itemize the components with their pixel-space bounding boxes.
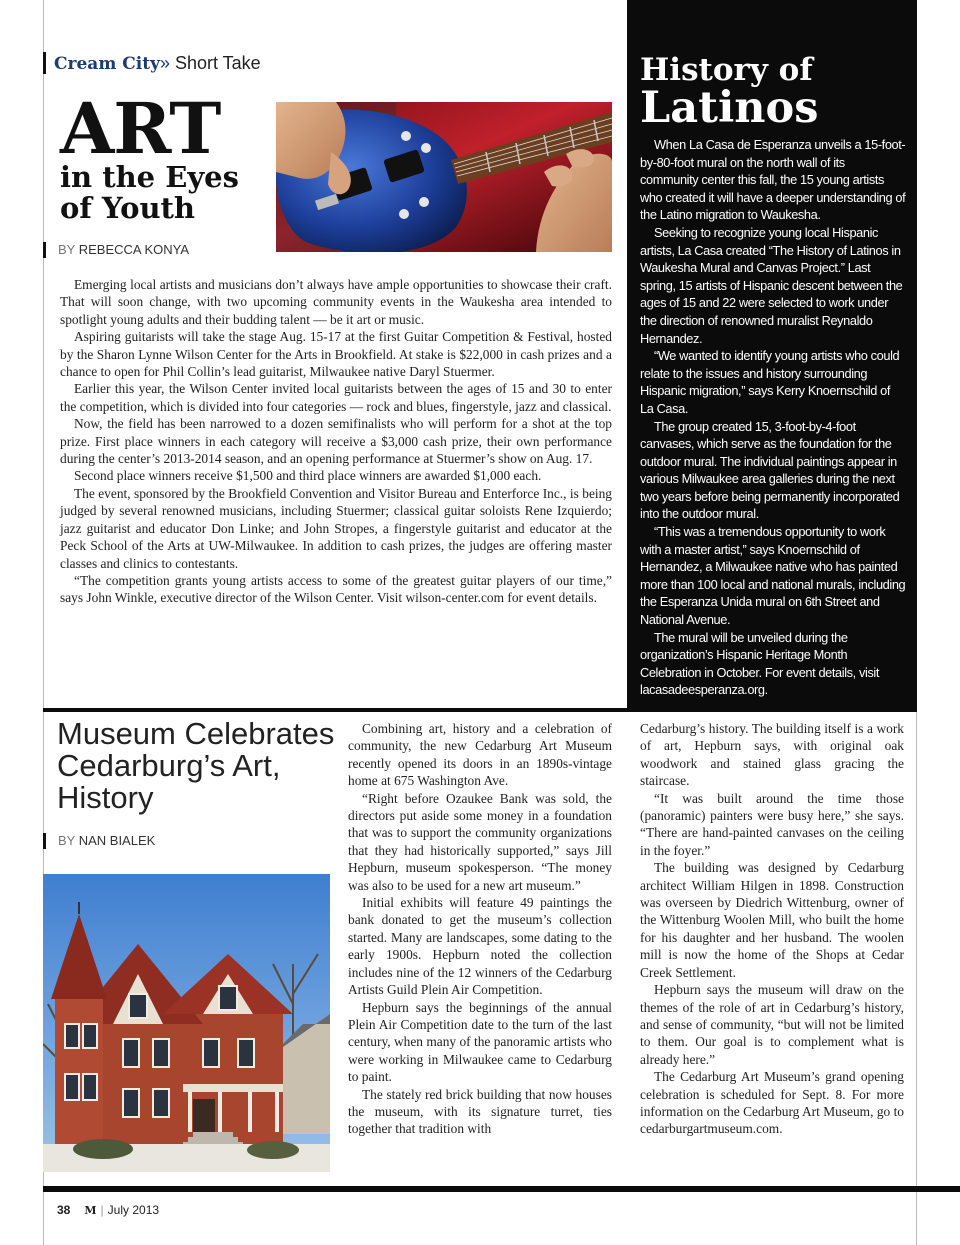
paragraph: Second place winners receive $1,500 and third place winners are awarded $1,000 each. — [74, 468, 542, 484]
article-subtitle: in the Eyes of Youth — [60, 160, 239, 225]
paragraph: Initial exhibits will feature 49 paintings the bank donated to get the museum’s collection started. Many are landscapes, some dating to the early 1900s. Hepburn noted the collection includes nine of the 12 winners of the Cedarburg Artists Guild Plein Air Competition. — [348, 895, 612, 998]
byline-prefix: BY — [58, 242, 79, 257]
section-brand: Cream City — [54, 54, 160, 74]
byline-prefix: BY — [58, 833, 79, 848]
paragraph-continued: Cedarburg’s history. The building itself is a work of art, Hepburn says, with original oak woodwork and stained glass gracing the staircase. — [640, 721, 904, 789]
paragraph: The event, sponsored by the Brookfield Convention and Visitor Bureau and Enterforce Inc., is being judged by several renowned musicians, including Stuermer; classical guitar soloists Rene Izquierdo; jazz guitarist and educator Don Linke; and John Stropes, a fingerstyle guitarist and educator at the Peck School of the Arts at UW-Milwaukee. In addition to cash prizes, the judges are offering master classes and clinics to contestants. — [60, 485, 612, 571]
sidebar-title-line2: Latinos — [640, 83, 819, 133]
paragraph: Hepburn says the beginnings of the annual Plein Air Competition date to the turn of the last century, when many of the panoramic artists who were working in Milwaukee came to Cedarburg to paint. — [348, 999, 612, 1085]
paragraph: The building was designed by Cedarburg architect William Hilgen in 1898. Construction was overseen by Diedrich Wittenburg, owner of the Wittenburg Woolen Mill, who built the home for his daughter and her husband. The woolen mill is now the home of the Shops at Cedar Creek Settlement. — [640, 860, 904, 980]
section-kicker — [43, 52, 261, 74]
paragraph: “Right before Ozaukee Bank was sold, the directors put aside some money in a foundation that was to support the community organizations that they had historically supported,” says Jill Hepburn, museum spokesperson. “The money was also to be used for a new art museum.” — [348, 790, 612, 893]
paragraph: Seeking to recognize young local Hispanic artists, La Casa created “The History of Latinos in Waukesha Mural and Canvas Project.” Last spring, 15 artists of Hispanic descent between the ages of 15 and 22 were selected to work under the direction of renowned muralist Reynaldo Hernandez. — [640, 224, 903, 346]
paragraph: “We wanted to identify young artists who could relate to the issues and history surrounding Hispanic migration,” says Kerry Knoernschild of La Casa. — [640, 348, 900, 416]
byline-author: NAN BIALEK — [78, 833, 156, 848]
footer-rule — [43, 1186, 960, 1192]
house-photo — [43, 874, 330, 1172]
sidebar-title-line1: History of — [640, 52, 813, 88]
kicker-separator: » — [159, 53, 170, 73]
section-divider — [43, 708, 917, 712]
paragraph: Now, the field has been narrowed to a dozen semifinalists who will perform for a shot at the top prize. First place winners in each category will receive a $3,000 cash prize, their own performance during the center’s 2013-2014 season, and an opening performance at Stuermer’s show on Aug. 17. — [60, 416, 612, 467]
sidebar-bottom-rule — [627, 706, 917, 708]
museum-house-illustration — [43, 874, 330, 1172]
section-name: Short Take — [169, 53, 261, 73]
museum-byline — [43, 833, 155, 849]
paragraph: “This was a tremendous opportunity to work with a master artist,” says Knoernschild of Hernandez, a Milwaukee native who has painted more than 100 local and national murals, including the Esperanza Unida mural on 6th Street and National Avenue. — [640, 524, 906, 628]
paragraph: Emerging local artists and musicians don’t always have ample opportunities to showcase their craft. That will soon change, with two upcoming community events in the Waukesha area intended to spotlight young adults and their budding talent — be it art or music. — [60, 277, 612, 327]
paragraph: Aspiring guitarists will take the stage Aug. 15-17 at the first Guitar Competition & Festival, hosted by the Sharon Lynne Wilson Center for the Arts in Brookfield. At stake is $22,000 in cash prizes and a chance to open for Phil Collin’s lead guitarist, Milwaukee native Daryl Stuermer. — [60, 329, 612, 380]
issue-date: July 2013 — [107, 1203, 160, 1217]
museum-column-3 — [640, 720, 904, 1138]
paragraph: Combining art, history and a celebration of community, the new Cedarburg Art Museum recently opened its doors in an 1890s-vintage home at 675 Washington Ave. — [348, 721, 612, 789]
paragraph: The group created 15, 3-foot-by-4-foot canvases, which serve as the foundation for the outdoor mural. The individual paintings appear in various Milwaukee area galleries during the next two years before being permanently incorporated into the outdoor mural. — [640, 418, 900, 522]
article-title: ART — [60, 87, 221, 170]
byline-author: REBECCA KONYA — [78, 242, 190, 257]
paragraph: The mural will be unveiled during the organization’s Hispanic Heritage Month Celebration in October. For event details, visit lacasadeesperanza.org. — [640, 629, 879, 698]
paragraph: The Cedarburg Art Museum’s grand opening celebration is scheduled for Sept. 8. For more information on the Cedarburg Art Museum, go to cedarburgartmuseum.com. — [640, 1069, 904, 1137]
paragraph: The stately red brick building that now houses the museum, with its signature turret, ties together that tradition with — [348, 1086, 612, 1137]
sidebar-body — [640, 136, 906, 699]
paragraph: When La Casa de Esperanza unveils a 15-foot-by-80-foot mural on the north wall of its community center this fall, the 15 young artists who created it will have a deeper understanding of the Latino migration to Waukesha. — [640, 137, 906, 223]
magazine-logo: M — [84, 1204, 97, 1217]
paragraph: Hepburn says the museum will draw on the themes of the role of art in Cedarburg’s history, and sense of community, “but will not be limited to them. Our goal is to complement what is already here.” — [640, 982, 904, 1067]
page-footer — [57, 1203, 159, 1217]
paragraph: “It was built around the time those (panoramic) painters were busy here,” she says. “There are hand-painted canvases on the ceiling in the foyer.” — [640, 790, 904, 858]
museum-column-2 — [348, 720, 612, 1138]
article-body — [60, 276, 612, 607]
museum-article-title: Museum Celebrates Cedarburg’s Art, History — [57, 716, 335, 815]
article-byline — [43, 242, 189, 258]
footer-divider: | — [100, 1203, 104, 1217]
guitar-photo — [276, 102, 612, 252]
paragraph: “The competition grants young artists access to some of the greatest guitar players of our time,” says John Winkle, executive director of the Wilson Center. Visit wilson-center.com for event details. — [60, 572, 612, 606]
page-number: 38 — [57, 1203, 71, 1217]
guitar-illustration — [276, 102, 612, 252]
paragraph: Earlier this year, the Wilson Center invited local guitarists between the ages of 15 and 30 to enter the competition, which is divided into four categories — rock and blues, fingerstyle, jazz and classical. — [60, 381, 612, 414]
